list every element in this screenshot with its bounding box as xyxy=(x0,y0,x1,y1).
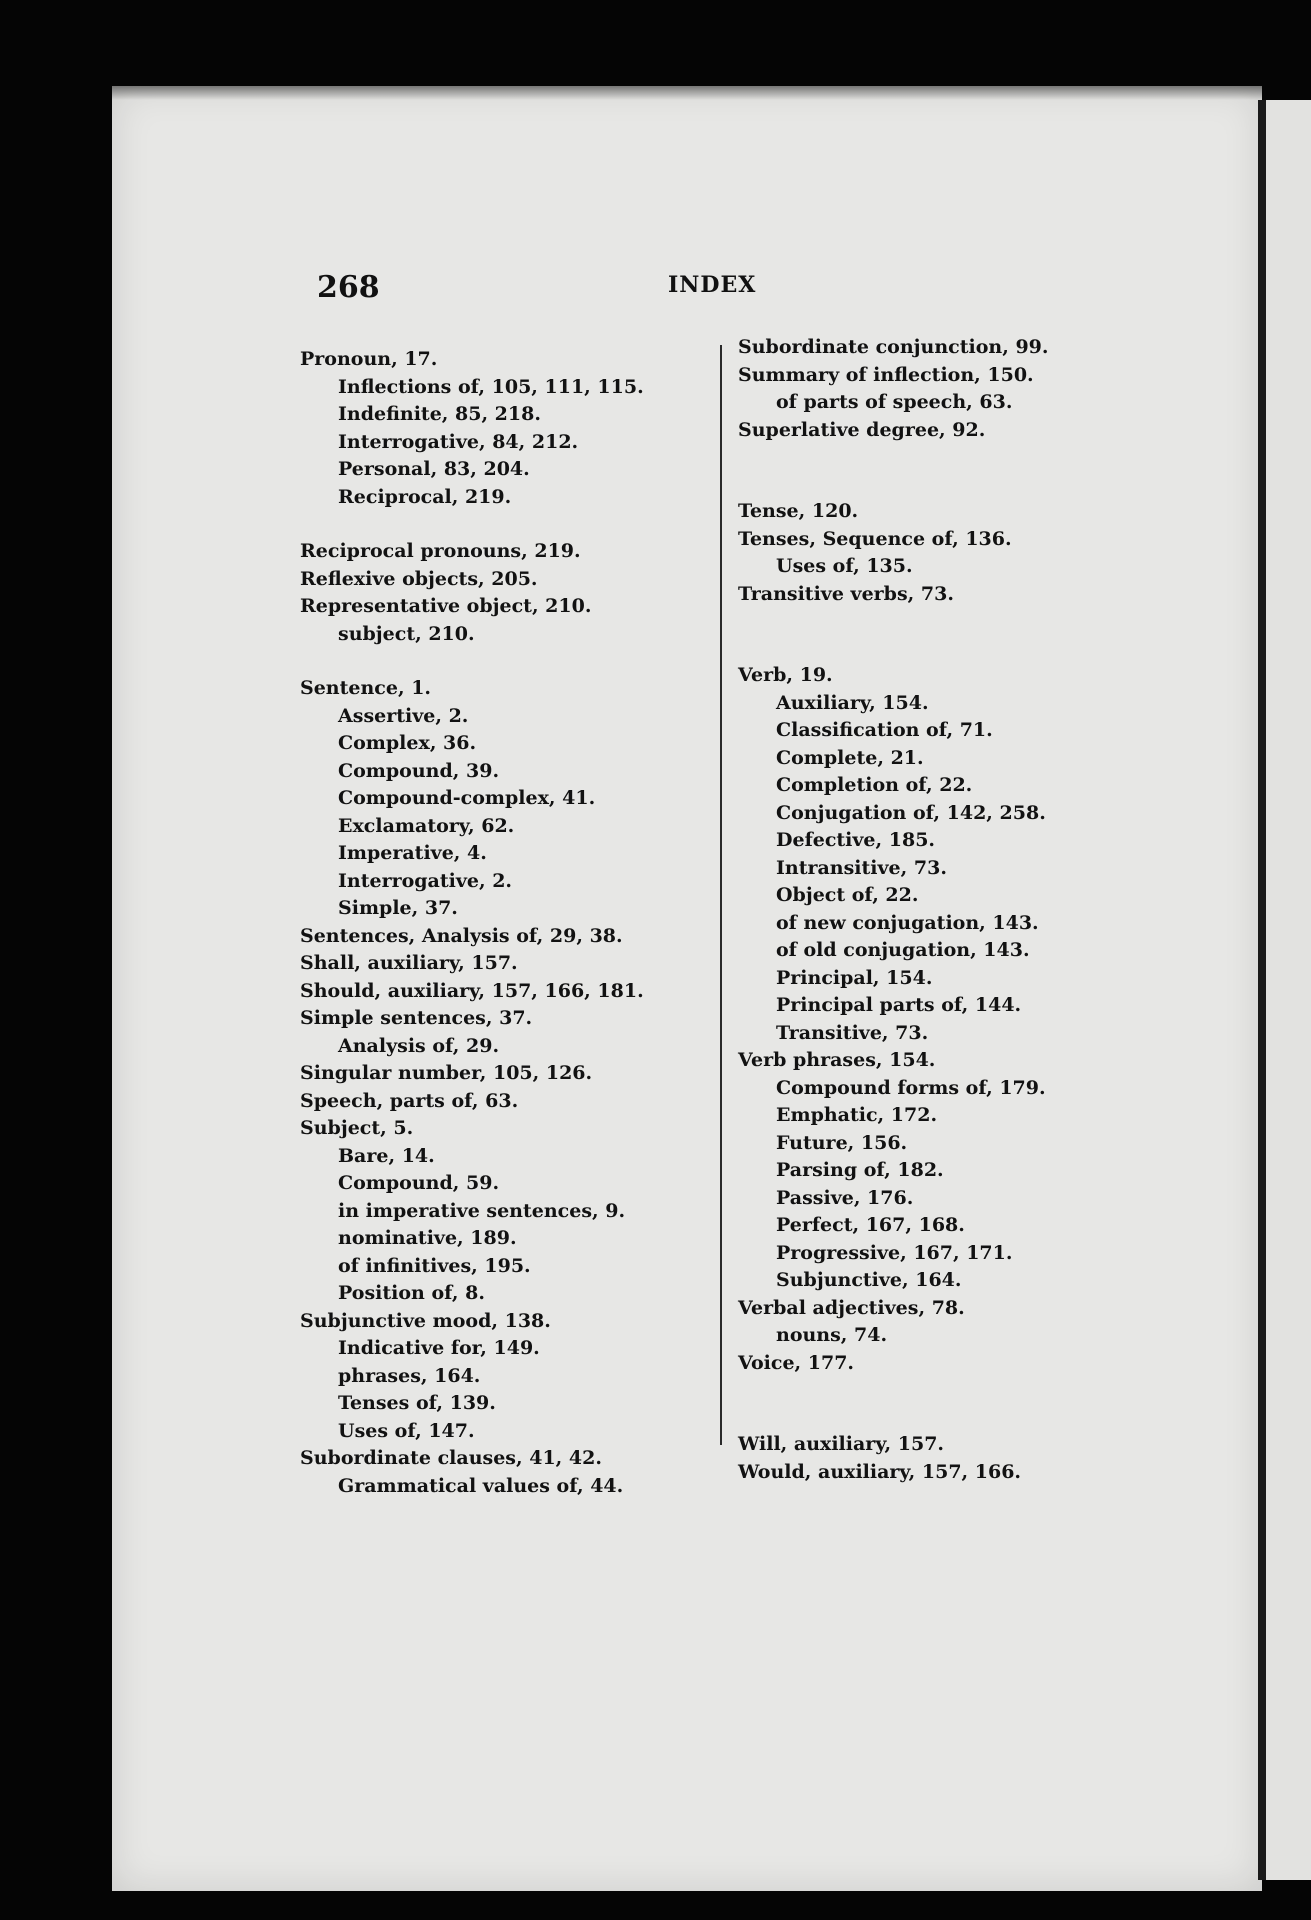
index-subentry: Progressive, 167, 171. xyxy=(776,1241,1013,1264)
index-subentry: nominative, 189. xyxy=(338,1227,517,1249)
index-subentry: of old conjugation, 143. xyxy=(776,939,1030,961)
index-subentry: Position of, 8. xyxy=(338,1282,485,1304)
index-gap xyxy=(738,444,1049,471)
index-subentry: Compound, 39. xyxy=(338,759,500,782)
index-subentry: Perfect, 167, 168. xyxy=(776,1214,965,1236)
index-subentry: Principal parts of, 144. xyxy=(776,994,1022,1016)
index-subentry: Simple, 37. xyxy=(338,897,458,919)
index-subentry: Uses of, 147. xyxy=(338,1419,475,1442)
index-entry: Superlative degree, 92. xyxy=(738,418,986,441)
index-entry: Reciprocal pronouns, 219. xyxy=(300,540,581,562)
index-subentry: Imperative, 4. xyxy=(338,842,487,864)
index-subentry: Object of, 22. xyxy=(776,884,919,906)
index-gap xyxy=(738,471,1049,498)
index-right-column xyxy=(738,334,1049,1486)
index-subentry: Classification of, 71. xyxy=(776,719,993,741)
index-subentry: nouns, 74. xyxy=(776,1324,888,1346)
index-entry: Verb phrases, 154. xyxy=(738,1049,936,1071)
page-gutter xyxy=(1258,100,1266,1880)
index-entry: Sentence, 1. xyxy=(300,677,432,699)
index-entry: Will, auxiliary, 157. xyxy=(738,1433,945,1455)
index-entry: Voice, 177. xyxy=(738,1351,855,1374)
index-subentry: Compound, 59. xyxy=(338,1172,500,1194)
index-subentry: of infinitives, 195. xyxy=(338,1254,531,1277)
index-entry: Summary of inflection, 150. xyxy=(738,363,1034,386)
column-divider xyxy=(720,345,722,1445)
index-subentry: Compound-complex, 41. xyxy=(338,787,596,809)
index-entry: Verb, 19. xyxy=(738,664,833,686)
index-subentry: Completion of, 22. xyxy=(776,774,973,796)
index-subentry: Uses of, 135. xyxy=(776,555,913,577)
index-subentry: Principal, 154. xyxy=(776,966,933,989)
index-gap xyxy=(738,608,1049,635)
index-entry: Reflexive objects, 205. xyxy=(300,567,538,590)
index-subentry: Interrogative, 84, 212. xyxy=(338,430,579,453)
index-subentry: Bare, 14. xyxy=(338,1144,435,1167)
index-subentry: Interrogative, 2. xyxy=(338,869,513,892)
index-gap xyxy=(738,635,1049,662)
index-entry: Representative object, 210. xyxy=(300,595,592,617)
index-subentry: Indicative for, 149. xyxy=(338,1337,540,1359)
page-top-shadow xyxy=(112,70,1262,100)
index-subentry: Transitive, 73. xyxy=(776,1021,929,1044)
index-gap xyxy=(738,1377,1049,1404)
index-entry: Subordinate clauses, 41, 42. xyxy=(300,1447,602,1469)
index-subentry: Inflections of, 105, 111, 115. xyxy=(338,375,644,398)
index-subentry: Passive, 176. xyxy=(776,1186,914,1209)
index-subentry: Indefinite, 85, 218. xyxy=(338,403,541,425)
index-entry: Transitive verbs, 73. xyxy=(738,582,954,605)
facing-page-edge xyxy=(1266,100,1311,1880)
index-subentry: Conjugation of, 142, 258. xyxy=(776,801,1046,824)
index-subentry: Analysis of, 29. xyxy=(338,1034,500,1057)
index-entry: Singular number, 105, 126. xyxy=(300,1062,593,1084)
index-entry: Tenses, Sequence of, 136. xyxy=(738,527,1012,550)
index-subentry: Defective, 185. xyxy=(776,829,936,851)
index-entry: Would, auxiliary, 157, 166. xyxy=(738,1460,1022,1483)
index-entry: Simple sentences, 37. xyxy=(300,1007,533,1029)
index-subentry: subject, 210. xyxy=(338,622,475,645)
index-subentry: Complete, 21. xyxy=(776,746,924,769)
index-entry: Pronoun, 17. xyxy=(300,348,438,370)
index-subentry: phrases, 164. xyxy=(338,1364,481,1387)
index-subentry: Reciprocal, 219. xyxy=(338,485,512,508)
index-entry: Subject, 5. xyxy=(300,1117,414,1139)
index-subentry: Personal, 83, 204. xyxy=(338,458,530,480)
index-subentry: Auxiliary, 154. xyxy=(776,691,929,714)
index-subentry: of parts of speech, 63. xyxy=(776,391,1013,413)
index-gap xyxy=(300,511,644,538)
index-subentry: Complex, 36. xyxy=(338,732,477,754)
index-entry: Tense, 120. xyxy=(738,500,859,522)
page-title: INDEX xyxy=(668,272,757,298)
book-page xyxy=(112,86,1262,1891)
index-subentry: Emphatic, 172. xyxy=(776,1104,938,1126)
index-left-column xyxy=(300,346,644,1500)
index-subentry: Intransitive, 73. xyxy=(776,856,947,879)
index-subentry: Assertive, 2. xyxy=(338,704,469,727)
index-entry: Verbal adjectives, 78. xyxy=(738,1296,965,1319)
index-subentry: Subjunctive, 164. xyxy=(776,1269,962,1291)
index-subentry: Tenses of, 139. xyxy=(338,1392,496,1414)
index-subentry: Parsing of, 182. xyxy=(776,1159,944,1181)
index-entry: Sentences, Analysis of, 29, 38. xyxy=(300,924,623,947)
index-entry: Speech, parts of, 63. xyxy=(300,1089,519,1112)
index-entry: Subordinate conjunction, 99. xyxy=(738,336,1049,358)
index-subentry: Grammatical values of, 44. xyxy=(338,1474,624,1497)
index-gap xyxy=(738,1404,1049,1431)
index-subentry: Exclamatory, 62. xyxy=(338,814,515,837)
index-gap xyxy=(300,648,644,675)
index-subentry: Future, 156. xyxy=(776,1131,908,1154)
index-subentry: in imperative sentences, 9. xyxy=(338,1199,626,1222)
index-subentry: Compound forms of, 179. xyxy=(776,1076,1046,1099)
index-entry: Should, auxiliary, 157, 166, 181. xyxy=(300,979,644,1002)
index-entry: Shall, auxiliary, 157. xyxy=(300,952,518,974)
page-number: 268 xyxy=(317,270,380,305)
index-subentry: of new conjugation, 143. xyxy=(776,911,1039,934)
index-entry: Subjunctive mood, 138. xyxy=(300,1309,551,1332)
